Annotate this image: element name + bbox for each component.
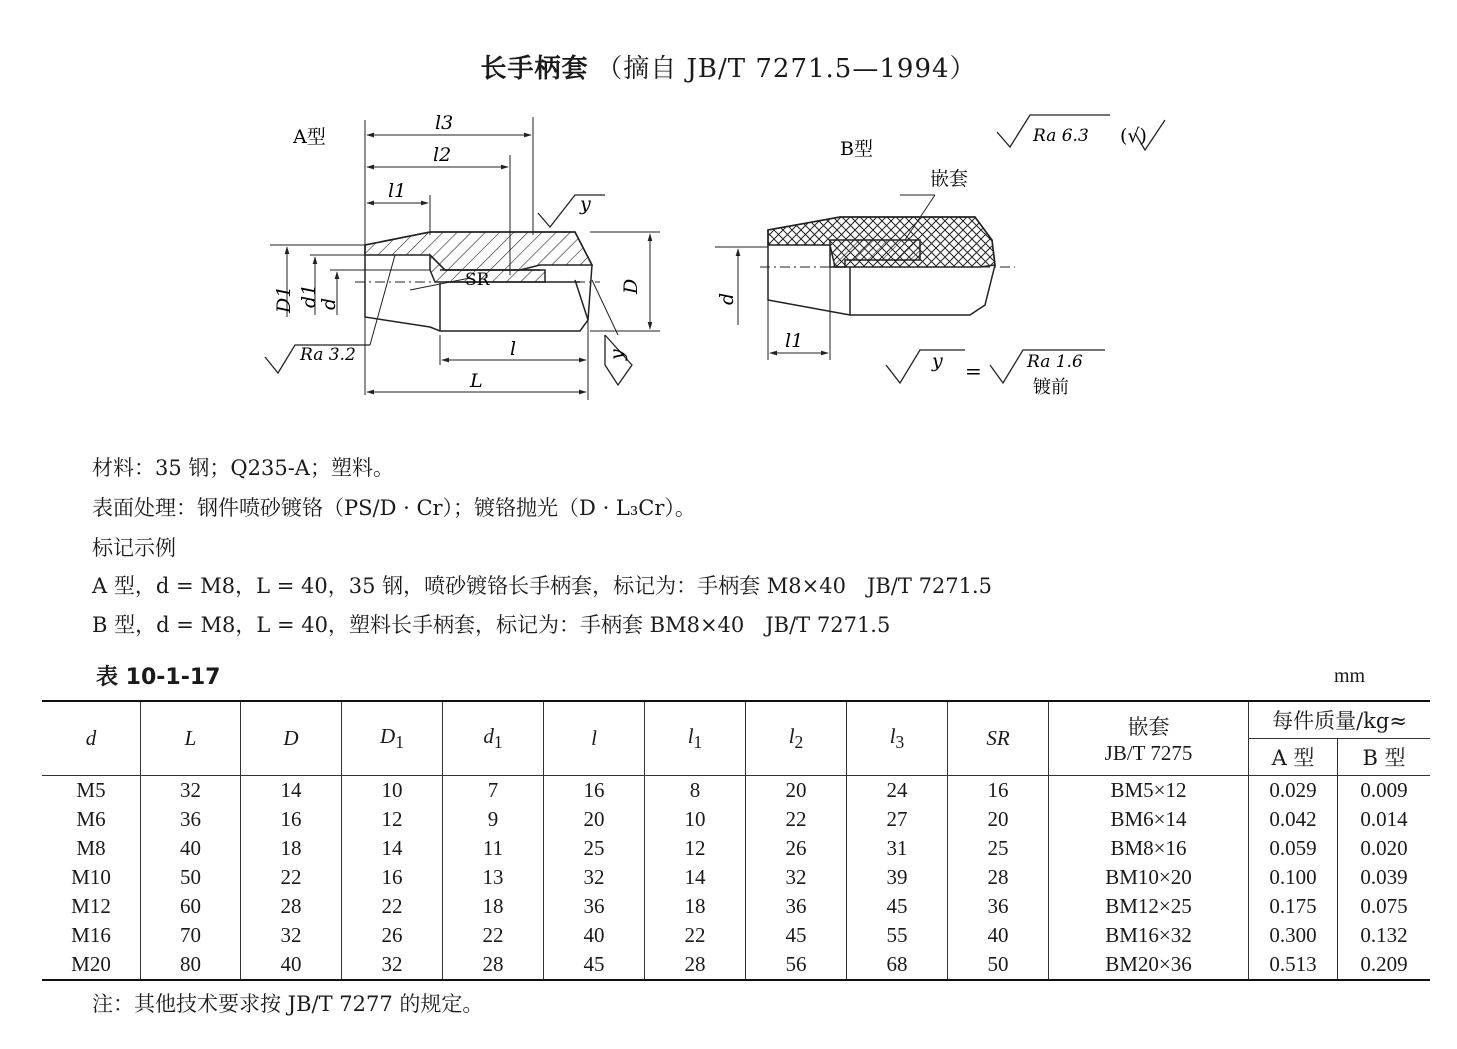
- table-cell: 0.020: [1338, 834, 1431, 863]
- table-row: [42, 950, 1430, 980]
- table-cell: 14: [645, 863, 746, 892]
- spec-table: [42, 700, 1430, 981]
- table-cell: 28: [948, 863, 1049, 892]
- table-cell: 55: [847, 921, 948, 950]
- table-cell: 28: [443, 950, 544, 980]
- dim-d-b-label: d: [716, 292, 738, 305]
- table-cell: 36: [141, 805, 241, 834]
- dim-d-label: d: [318, 297, 340, 310]
- table-cell: 40: [141, 834, 241, 863]
- table-cell: 0.009: [1338, 776, 1431, 806]
- table-cell: 10: [645, 805, 746, 834]
- table-cell: 11: [443, 834, 544, 863]
- table-cell: 32: [141, 776, 241, 806]
- table-unit: mm: [1334, 665, 1366, 687]
- table-cell: 10: [342, 776, 443, 806]
- col-header-D1: $D_1$: [342, 701, 443, 776]
- table-cell: 22: [443, 921, 544, 950]
- col-header-inlay: 嵌套 JB/T 7275: [1049, 701, 1249, 776]
- table-cell: 20: [746, 776, 847, 806]
- table-row: [42, 892, 1430, 921]
- table-cell: 27: [847, 805, 948, 834]
- table-cell: 0.209: [1338, 950, 1431, 980]
- type-b-view: [715, 115, 1165, 383]
- surface-note: 表面处理：钢件喷砂镀铬（PS/D · Cr）；镀铬抛光（D · L₃Cr）。: [92, 496, 696, 520]
- table-row: [42, 834, 1430, 863]
- table-cell: 0.014: [1338, 805, 1431, 834]
- table-cell: M16: [42, 921, 141, 950]
- table-cell: 0.300: [1249, 921, 1338, 950]
- table-cell: 18: [241, 834, 342, 863]
- table-cell: 28: [241, 892, 342, 921]
- col-header-d: d: [42, 701, 141, 776]
- table-cell: 28: [645, 950, 746, 980]
- equals-sign: =: [965, 359, 982, 383]
- table-cell: 50: [948, 950, 1049, 980]
- table-cell: 16: [241, 805, 342, 834]
- table-cell: M5: [42, 776, 141, 806]
- title-main: 长手柄套: [480, 54, 589, 84]
- table-cell: 56: [746, 950, 847, 980]
- table-row: [42, 921, 1430, 950]
- table-cell: 60: [141, 892, 241, 921]
- table-row: [42, 805, 1430, 834]
- table-cell: 68: [847, 950, 948, 980]
- table-cell: 18: [645, 892, 746, 921]
- dim-l2-label: l2: [433, 144, 452, 166]
- table-cell: 32: [544, 863, 645, 892]
- table-cell: 45: [847, 892, 948, 921]
- table-cell: 0.029: [1249, 776, 1338, 806]
- table-cell: 0.100: [1249, 863, 1338, 892]
- col-header-L: L: [141, 701, 241, 776]
- table-cell: 32: [746, 863, 847, 892]
- table-cell: 24: [847, 776, 948, 806]
- table-cell: 40: [544, 921, 645, 950]
- table-cell: 0.132: [1338, 921, 1431, 950]
- dim-d1-label: d1: [298, 283, 320, 308]
- table-cell: BM5×12: [1049, 776, 1249, 806]
- col-header-sr: SR: [948, 701, 1049, 776]
- ra-paren-label: (√): [1120, 125, 1147, 147]
- table-cell: 8: [645, 776, 746, 806]
- table-cell: 7: [443, 776, 544, 806]
- table-cell: M6: [42, 805, 141, 834]
- table-cell: 39: [847, 863, 948, 892]
- finish-y-top: y: [580, 193, 591, 215]
- dim-D1-label: D1: [273, 285, 295, 313]
- table-cell: 22: [241, 863, 342, 892]
- material-note: 材料：35 钢；Q235-A；塑料。: [92, 456, 394, 480]
- table-cell: 12: [342, 805, 443, 834]
- ra32-label: Ra 3.2: [300, 345, 356, 365]
- col-header-l3: $l_3$: [847, 701, 948, 776]
- marking-example-b: B 型，d = M8，L = 40，塑料长手柄套，标记为：手柄套 BM8×40 JB/T 7271.5: [92, 613, 891, 637]
- table-cell: 9: [443, 805, 544, 834]
- table-cell: 20: [544, 805, 645, 834]
- table-cell: 13: [443, 863, 544, 892]
- dim-l1-label: l1: [388, 180, 407, 202]
- dim-l-label: l: [510, 338, 517, 360]
- dim-l3-label: l3: [435, 112, 454, 134]
- table-cell: BM16×32: [1049, 921, 1249, 950]
- table-cell: 16: [544, 776, 645, 806]
- table-cell: 40: [948, 921, 1049, 950]
- table-cell: 70: [141, 921, 241, 950]
- col-header-l: l: [544, 701, 645, 776]
- col-header-mass-b: B 型: [1338, 739, 1431, 776]
- before-plating-label: 镀前: [1033, 377, 1069, 398]
- table-cell: 80: [141, 950, 241, 980]
- footnote: 注：其他技术要求按 JB/T 7277 的规定。: [92, 992, 484, 1016]
- table-cell: 25: [544, 834, 645, 863]
- technical-drawing: [0, 95, 1457, 415]
- col-header-d1: $d_1$: [443, 701, 544, 776]
- table-cell: 26: [746, 834, 847, 863]
- dim-L-label: L: [470, 370, 483, 392]
- col-header-mass-a: A 型: [1249, 739, 1338, 776]
- marking-heading: 标记示例: [92, 536, 176, 560]
- table-cell: BM12×25: [1049, 892, 1249, 921]
- table-cell: M20: [42, 950, 141, 980]
- table-cell: BM6×14: [1049, 805, 1249, 834]
- title-standard: （摘自 JB/T 7271.5—1994）: [596, 54, 977, 84]
- table-cell: 36: [746, 892, 847, 921]
- table-cell: 0.175: [1249, 892, 1338, 921]
- inlay-label: 嵌套: [930, 168, 969, 190]
- ra16-label: Ra 1.6: [1027, 352, 1083, 372]
- table-cell: 36: [948, 892, 1049, 921]
- table-cell: 32: [342, 950, 443, 980]
- table-cell: 14: [342, 834, 443, 863]
- table-title: 表 10-1-17: [96, 665, 221, 690]
- page-title: [0, 48, 1457, 85]
- table-cell: 22: [645, 921, 746, 950]
- table-cell: 22: [342, 892, 443, 921]
- finish-y-b: y: [932, 350, 943, 372]
- type-b-label: B型: [840, 138, 873, 160]
- table-cell: 25: [948, 834, 1049, 863]
- table-cell: BM10×20: [1049, 863, 1249, 892]
- sr-label: SR: [465, 270, 490, 290]
- table-cell: 50: [141, 863, 241, 892]
- table-cell: 16: [342, 863, 443, 892]
- table-cell: 31: [847, 834, 948, 863]
- ra63-label: Ra 6.3: [1033, 126, 1089, 146]
- finish-y-right: y: [606, 349, 628, 360]
- col-header-l2: $l_2$: [746, 701, 847, 776]
- table-cell: 14: [241, 776, 342, 806]
- table-cell: 0.042: [1249, 805, 1338, 834]
- dim-D-label: D: [620, 278, 642, 294]
- table-cell: 16: [948, 776, 1049, 806]
- col-header-l1: $l_1$: [645, 701, 746, 776]
- type-a-label: A型: [293, 126, 326, 148]
- table-cell: 32: [241, 921, 342, 950]
- table-cell: 20: [948, 805, 1049, 834]
- dim-l1-b-label: l1: [785, 330, 804, 352]
- table-cell: 45: [544, 950, 645, 980]
- table-cell: M12: [42, 892, 141, 921]
- marking-example-a: A 型，d = M8，L = 40，35 钢，喷砂镀铬长手柄套，标记为：手柄套 M8×40 JB/T 7271.5: [92, 574, 993, 598]
- col-header-mass: 每件质量/kg≈: [1249, 701, 1431, 739]
- table-cell: BM20×36: [1049, 950, 1249, 980]
- table-cell: M10: [42, 863, 141, 892]
- table-cell: 0.059: [1249, 834, 1338, 863]
- table-cell: 0.513: [1249, 950, 1338, 980]
- table-cell: 18: [443, 892, 544, 921]
- table-row: [42, 776, 1430, 806]
- table-row: [42, 863, 1430, 892]
- table-cell: 40: [241, 950, 342, 980]
- table-cell: M8: [42, 834, 141, 863]
- table-cell: 0.039: [1338, 863, 1431, 892]
- table-cell: 26: [342, 921, 443, 950]
- table-cell: 0.075: [1338, 892, 1431, 921]
- table-cell: BM8×16: [1049, 834, 1249, 863]
- table-cell: 12: [645, 834, 746, 863]
- table-cell: 36: [544, 892, 645, 921]
- col-header-D: D: [241, 701, 342, 776]
- table-cell: 22: [746, 805, 847, 834]
- table-cell: 45: [746, 921, 847, 950]
